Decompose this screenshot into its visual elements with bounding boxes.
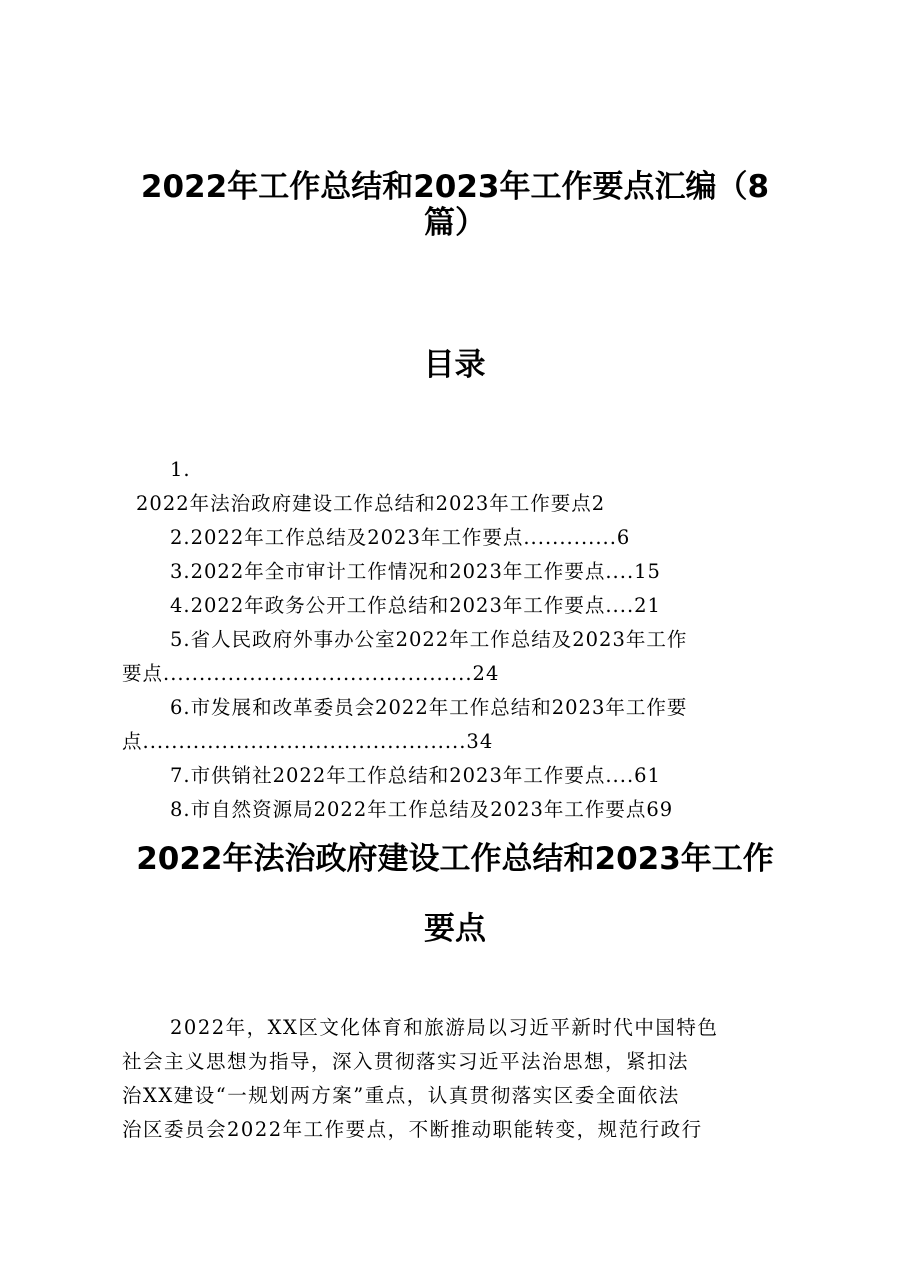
section-title-line-2: 要点 bbox=[424, 911, 486, 947]
toc-item-6-line-2[interactable]: 点.............................................34 bbox=[122, 730, 494, 753]
toc-item-7[interactable]: 7.市供销社2022年工作总结和2023年工作要点....61 bbox=[170, 764, 661, 787]
toc-item-3[interactable]: 3.2022年全市审计工作情况和2023年工作要点....15 bbox=[170, 560, 661, 583]
toc-item-5-line-2[interactable]: 要点...........................................24 bbox=[122, 662, 500, 685]
toc-item-2[interactable]: 2.2022年工作总结及2023年工作要点.............6 bbox=[170, 526, 631, 549]
document-title-line-1: 2022年工作总结和2023年工作要点汇编（8 bbox=[140, 169, 770, 205]
paragraph-line: 社会主义思想为指导，深入贯彻落实习近平法治思想，紧扣法 bbox=[122, 1050, 690, 1073]
toc-item-6-line-1[interactable]: 6.市发展和改革委员会2022年工作总结和2023年工作要 bbox=[170, 696, 688, 719]
toc-heading: 目录 bbox=[423, 347, 486, 383]
toc-item-5-line-1[interactable]: 5.省人民政府外事办公室2022年工作总结及2023年工作 bbox=[170, 628, 688, 651]
paragraph-line: 2022年，XX区文化体育和旅游局以习近平新时代中国特色 bbox=[170, 1016, 719, 1039]
paragraph-line: 治XX建设“一规划两方案”重点，认真贯彻落实区委全面依法 bbox=[122, 1084, 680, 1107]
document-title-line-2: 篇） bbox=[424, 205, 486, 241]
toc-item-1[interactable]: 2022年法治政府建设工作总结和2023年工作要点2 bbox=[136, 492, 606, 515]
paragraph-line: 治区委员会2022年工作要点，不断推动职能转变，规范行政行 bbox=[122, 1118, 703, 1141]
toc-item-8[interactable]: 8.市自然资源局2022年工作总结及2023年工作要点69 bbox=[170, 798, 674, 821]
section-title-line-1: 2022年法治政府建设工作总结和2023年工作 bbox=[136, 841, 774, 877]
toc-item-4[interactable]: 4.2022年政务公开工作总结和2023年工作要点....21 bbox=[170, 594, 661, 617]
toc-item-1-number[interactable]: 1. bbox=[170, 458, 191, 481]
